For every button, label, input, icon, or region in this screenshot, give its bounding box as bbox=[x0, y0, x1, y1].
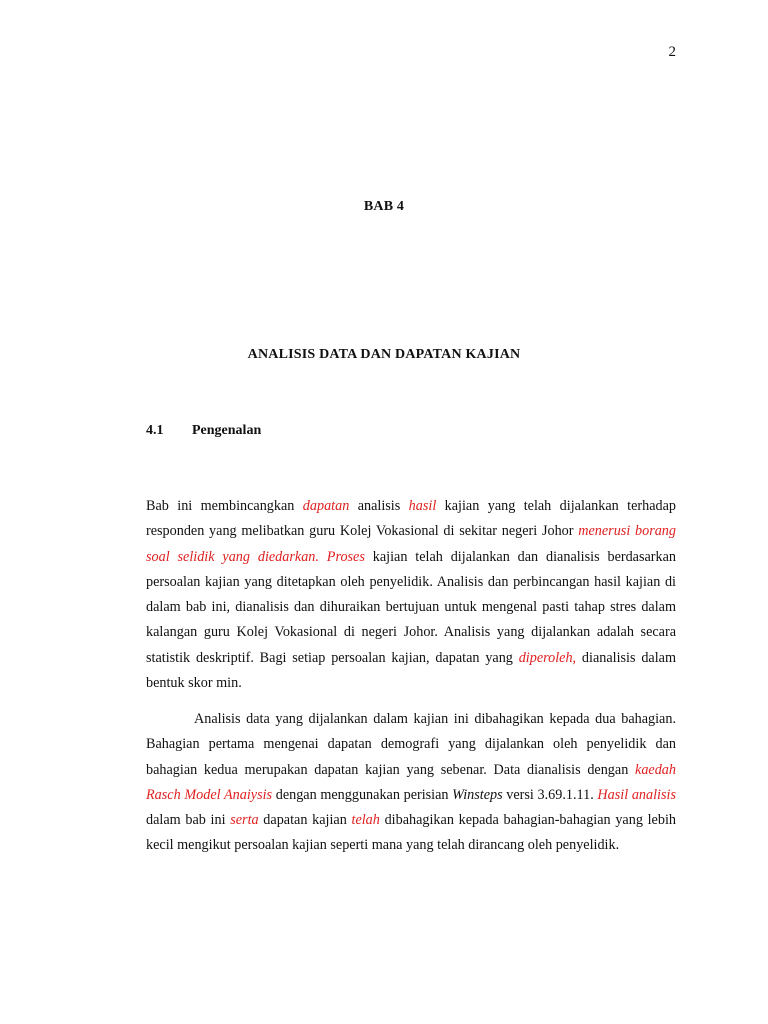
paragraph-2-segment: Winsteps bbox=[452, 786, 503, 803]
section-number: 4.1 bbox=[146, 423, 164, 438]
paragraph-1-segment: kajian yang telah dijalankan terhadap responden yang melibatkan guru Kolej Vokasional di sekitar negeri Johor bbox=[146, 498, 676, 540]
paragraph-1-segment: menerusi borang soal selidik yang diedarkan. Proses bbox=[146, 523, 676, 565]
paragraph-1-segment: Bab ini membincangkan bbox=[146, 498, 303, 514]
paragraph-2-segment: kaedah Rasch Model Anaiysis bbox=[146, 761, 676, 803]
paragraph-1-segment: dianalisis dalam bentuk skor min. bbox=[146, 649, 676, 692]
paragraph-1-segment: diperoleh, bbox=[518, 649, 577, 666]
paragraph-2 bbox=[146, 707, 676, 859]
section-heading bbox=[146, 423, 261, 439]
paragraph-1 bbox=[146, 494, 676, 696]
paragraph-2-segment: dapatan kajian bbox=[258, 812, 352, 829]
paragraph-2-segment: Hasil analisis bbox=[597, 786, 676, 803]
chapter-label: BAB 4 bbox=[363, 199, 405, 214]
paragraph-2-segment: dengan menggunakan perisian bbox=[272, 786, 453, 803]
paragraph-1-segment: analisis bbox=[349, 498, 409, 514]
paragraph-1-segment: hasil bbox=[408, 498, 437, 514]
paragraph-2-segment: dibahagikan kepada bahagian-bahagian yang lebih kecil mengikut persoalan kajian seperti mana yang telah dirancang oleh penyelidik. bbox=[146, 812, 676, 854]
paragraph-2-segment: Analisis data yang dijalankan dalam kajian ini dibahagikan kepada dua bahagian. Bahagian pertama mengenai dapatan demografi yang dijalankan oleh penyelidik dan bahagian kedua merupakan dapatan kajian yang sebenar. Data dianalisis dengan bbox=[146, 711, 676, 778]
page-number: 2 bbox=[668, 44, 676, 60]
paragraph-2-segment: telah bbox=[351, 812, 380, 829]
paragraph-1-segment: dapatan bbox=[302, 498, 350, 514]
chapter-title: ANALISIS DATA DAN DAPATAN KAJIAN bbox=[247, 347, 521, 362]
paragraph-1-segment: kajian telah dijalankan dan dianalisis berdasarkan persoalan kajian yang ditetapkan oleh penyelidik. Analisis dan perbincangan hasil kajian di dalam bab ini, dianalisis dan dihuraikan bertujuan untuk mengenal pasti tahap stres dalam kalangan guru Kolej Vokasional di negeri Johor. Analisis yang dijalankan adalah secara statistik deskriptif. Bagi setiap persoalan kajian, dapatan yang bbox=[146, 548, 677, 666]
paragraph-2-segment: serta bbox=[230, 812, 259, 829]
paragraph-2-segment: versi 3.69.1.11. bbox=[502, 786, 598, 803]
paragraph-2-segment: dalam bab ini bbox=[146, 812, 231, 829]
section-title: Pengenalan bbox=[192, 423, 262, 438]
